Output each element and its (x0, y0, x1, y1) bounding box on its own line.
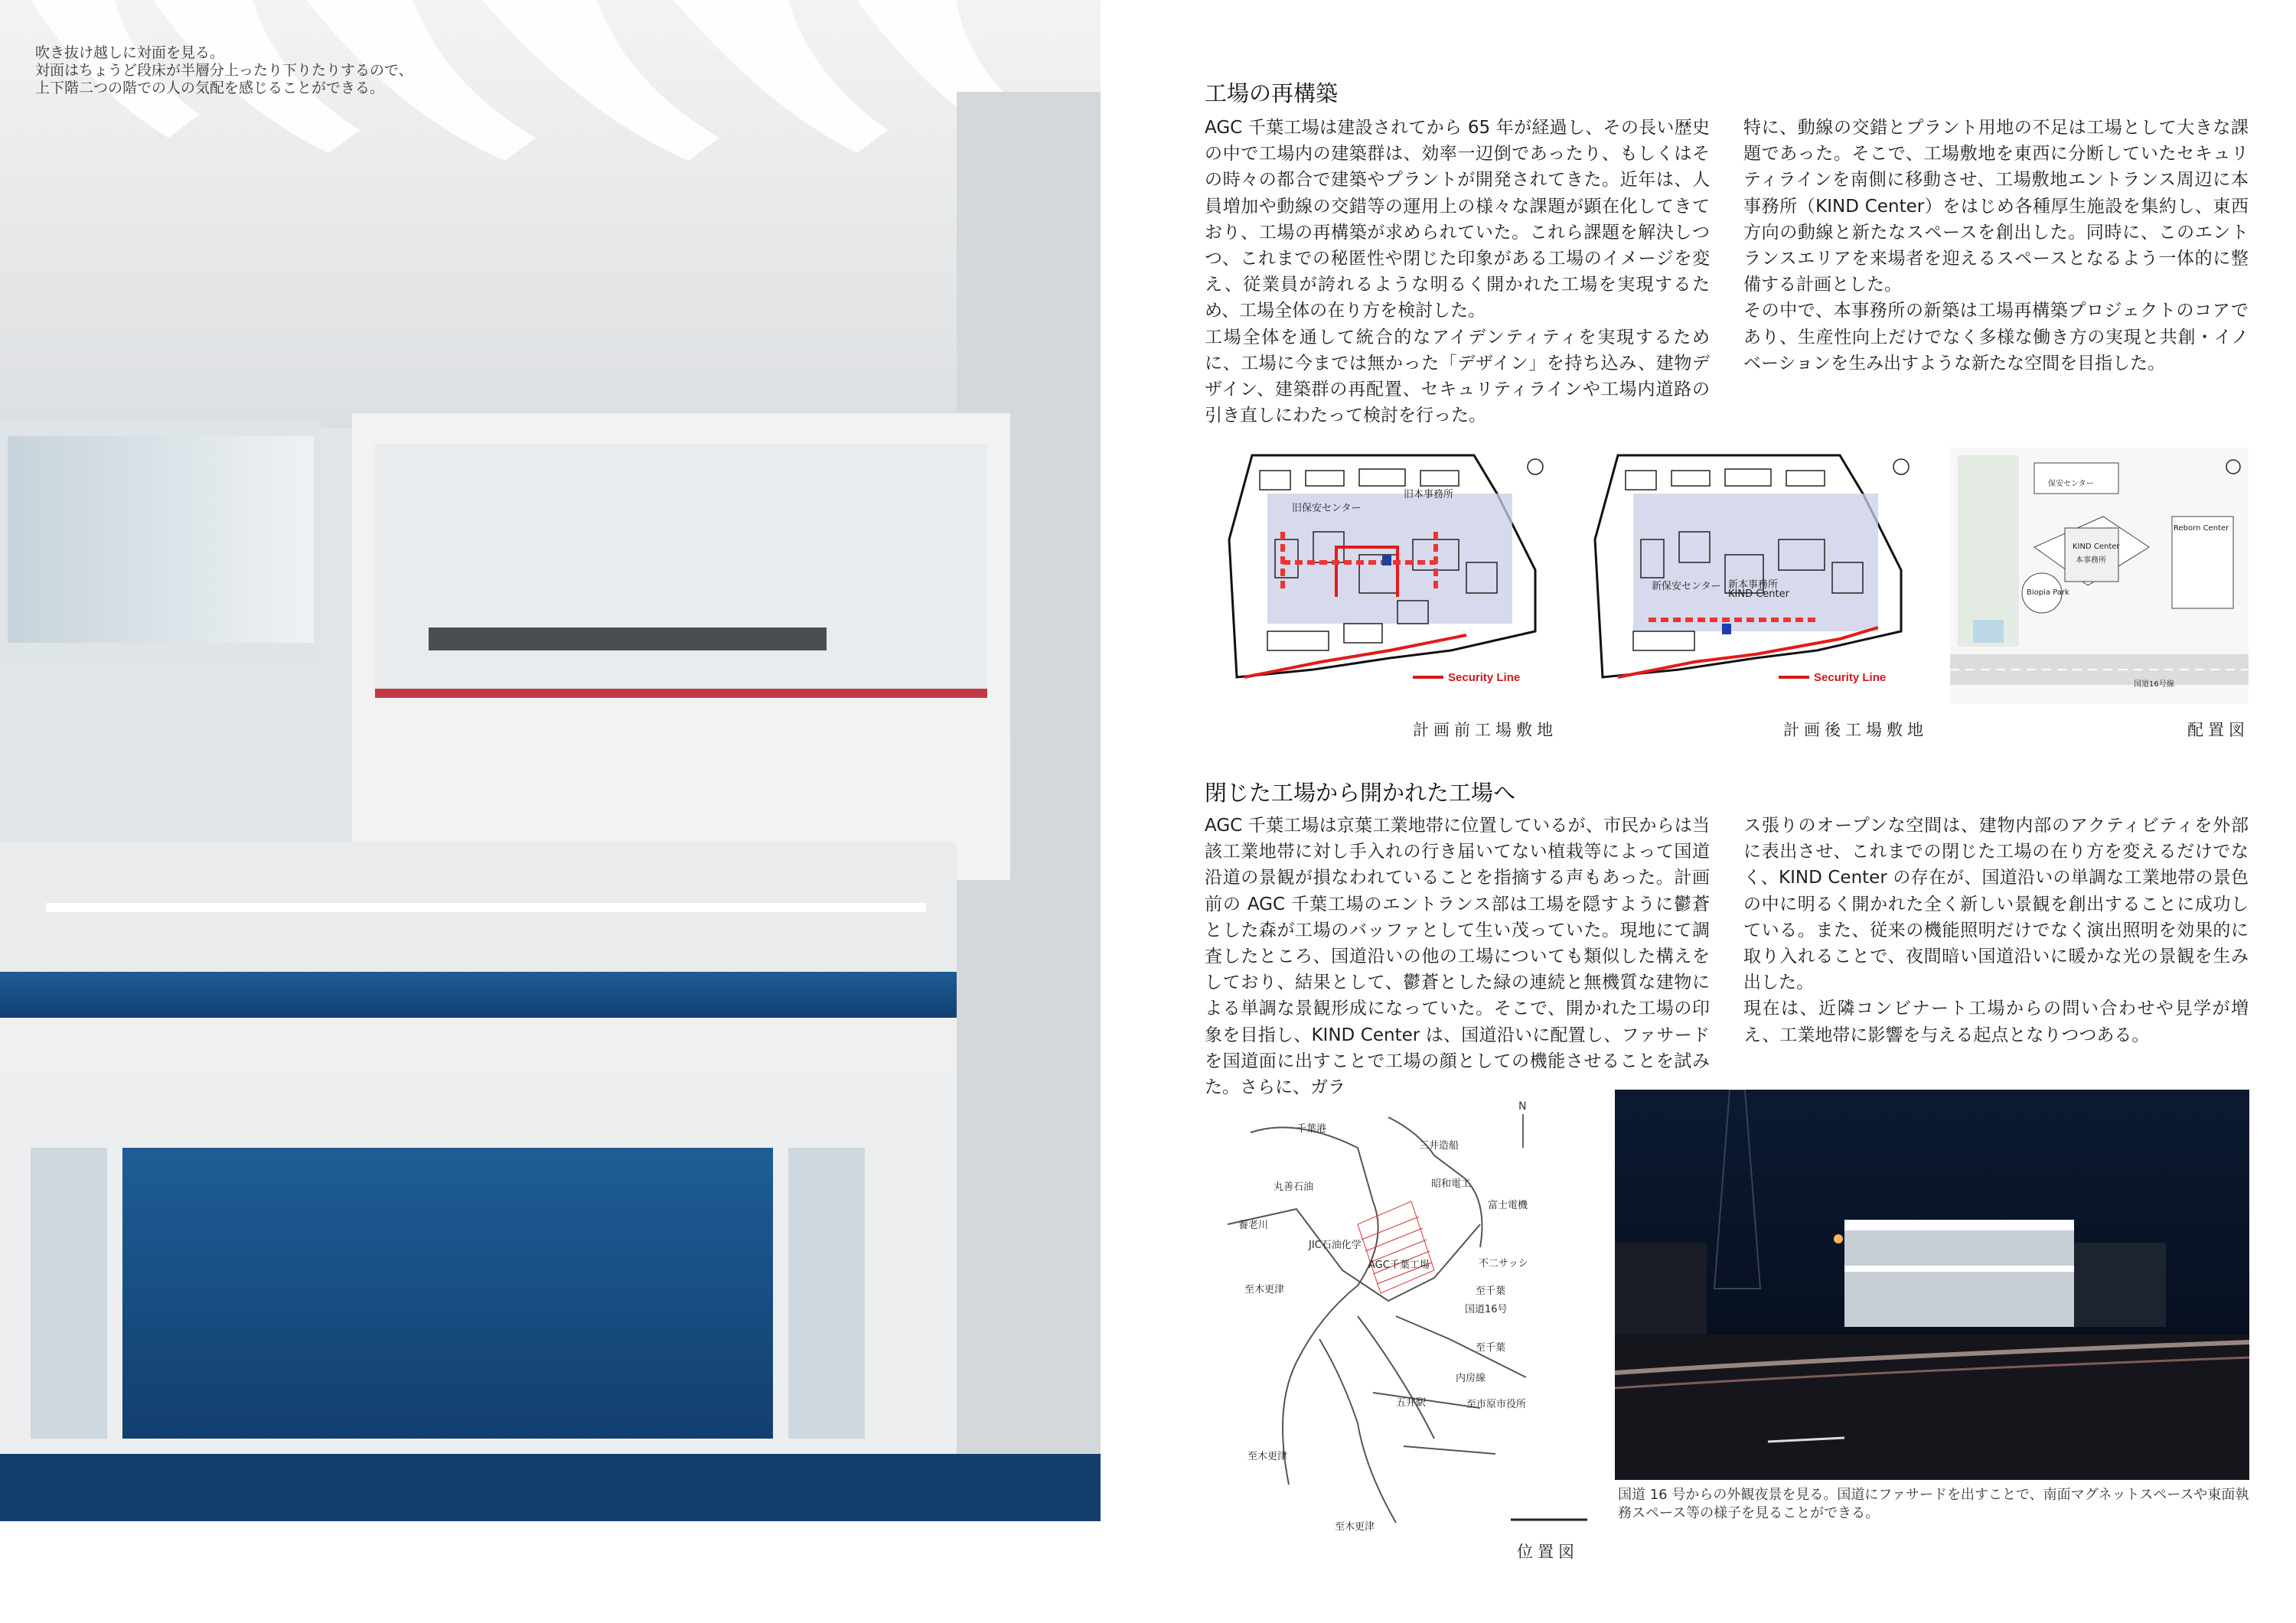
site-label-reborn: Reborn Center (2174, 524, 2229, 533)
night-photo-caption (1618, 1486, 2253, 1523)
map-after-legend: Security Line (1814, 671, 1887, 684)
photo-caption-line: 吹き抜け越しに対面を見る。 (35, 44, 225, 61)
svg-text:N: N (1518, 1100, 1527, 1113)
site-label-route16: 国道16号線 (2134, 680, 2174, 689)
loc-label: 至木更津 (1335, 1521, 1375, 1533)
section1-col2 (1743, 115, 2249, 376)
site-label-security: 保安センター (2048, 480, 2094, 488)
atrium-illustration (0, 0, 1101, 1521)
paragraph: AGC 千葉工場は京葉工業地帯に位置しているが、市民からは当該工業地帯に対し手入れの行き届いてない植栽等によって国道沿道の景観が損なわれていることを指摘する声もあった。計画前の AGC 千葉工場のエントランス部は工場を隠すように鬱蒼とした森が工場のバッファとして生い茂っていた。現地にて調査したところ、国道沿いの他の工場についても類似した構えをしており、結果として、鬱蒼とした緑の連続と無機質な建物による単調な景観形成になっていた。そこで、開かれた工場の印象を目指し、KIND Center は、国道沿いに配置し、ファサードを国道面に出すことで工場の顔としての機能させることを試みた。さらに、ガラ (1205, 816, 1710, 1098)
loc-label: JIC石油化学 (1309, 1240, 1362, 1251)
section2-col1 (1205, 813, 1710, 1100)
location-map-caption: 位置図 (1517, 1543, 1579, 1561)
loc-label: 内房線 (1456, 1373, 1486, 1384)
loc-label: 三井造船 (1419, 1140, 1459, 1152)
site-label-office: 本事務所 (2076, 556, 2106, 565)
night-exterior-photo (1615, 1090, 2249, 1480)
loc-label: 富士電機 (1488, 1200, 1528, 1211)
loc-label: 五井駅 (1396, 1397, 1427, 1409)
map-before-drawing (1221, 448, 1551, 704)
site-plan-drawing (1950, 448, 2249, 704)
location-map (1205, 1087, 1603, 1546)
paragraph: AGC 千葉工場は建設されてから 65 年が経過し、その長い歴史の中で工場内の建築群は、効率一辺倒であったり、もしくはその時々の都合で建築やプラントが開発されてきた。近年は、人員増加や動線の交錯等の運用上の様々な課題が顕在化してきており、工場の再構築が求められていた。これら課題を解決しつつ、これまでの秘匿性や閉じた印象がある工場のイメージを変え、従業員が誇れるような明るく開かれた工場を実現するため、工場全体の在り方を検討した。 (1205, 118, 1710, 321)
map-after-label-office: 新本事務所 (1728, 579, 1779, 591)
site-label-kind: KIND Center (2073, 543, 2120, 551)
loc-label: 千葉港 (1296, 1123, 1327, 1135)
map-before (1221, 448, 1551, 704)
map-after-label-security: 新保安センター (1652, 581, 1721, 592)
section2-heading: 閉じた工場から開かれた工場へ (1205, 780, 1516, 806)
site-label-biopia: Biopia Park (2027, 588, 2069, 597)
site-plan-caption: 配置図 (2187, 721, 2249, 739)
night-photo-illustration (1615, 1090, 2249, 1480)
loc-label: 至木更津 (1244, 1284, 1285, 1295)
loc-label: AGC千葉工場 (1368, 1260, 1430, 1271)
paragraph: ス張りのオープンな空間は、建物内部のアクティビティを外部に表出させ、これまでの閉じた工場の在り方を変えるだけでなく、KIND Center の存在が、国道沿いの単調な工業地帯の景色の中に明るく開かれた全く新しい景観を創出することに成功している。また、従来の機能照明だけでなく演出照明を効果的に取り入れることで、夜間暗い国道沿いに暖かな光の景観を生み出した。 (1743, 816, 2249, 993)
photo-caption-line: 上下階二つの階での人の気配を感じることができる。 (35, 80, 385, 96)
site-plan (1950, 448, 2249, 704)
night-caption-line: 務スペース等の様子を見ることができる。 (1618, 1505, 1880, 1521)
map-before-legend: Security Line (1448, 671, 1521, 684)
loc-label: 不二サッシ (1479, 1258, 1528, 1269)
section2-col2 (1743, 813, 2249, 1048)
paragraph: その中で、本事務所の新築は工場再構築プロジェクトのコアであり、生産性向上だけでなく多様な働き方の実現と共創・イノベーションを生み出すような新たな空間を目指した。 (1743, 301, 2249, 373)
paragraph: 特に、動線の交錯とプラント用地の不足は工場として大きな課題であった。そこで、工場敷地を東西に分断していたセキュリティラインを南側に移動させ、工場敷地エントランス周辺に本事務所（KIND Center）をはじめ各種厚生施設を集約し、東西方向の動線と新たなスペースを創出した。同時に、このエントランスエリアを来場者を迎えるスペースとなるよう一体的に整備する計画とした。 (1743, 118, 2249, 295)
loc-label: 至市原市役所 (1466, 1399, 1527, 1410)
paragraph: 現在は、近隣コンビナート工場からの問い合わせや見学が増え、工業地帯に影響を与える起点となりつつある。 (1743, 999, 2249, 1045)
loc-label: 至千葉 (1476, 1286, 1506, 1297)
loc-label: 昭和電工 (1431, 1178, 1472, 1190)
map-before-label-security: 旧保安センター (1292, 503, 1362, 514)
map-after-caption: 計画後工場敷地 (1783, 721, 1928, 739)
night-caption-line: 国道 16 号からの外観夜景を見る。国道にファサードを出すことで、南面マグネットスペースや東面執 (1618, 1487, 2249, 1503)
map-before-label-office: 旧本事務所 (1404, 489, 1454, 500)
loc-label: 至千葉 (1476, 1342, 1506, 1354)
photo-caption (35, 44, 413, 97)
interior-atrium-photo (0, 0, 1101, 1521)
loc-label: 至木更津 (1247, 1451, 1288, 1462)
map-before-caption: 計画前工場敷地 (1413, 721, 1557, 739)
photo-caption-line: 対面はちょうど段床が半層分上ったり下りたりするので、 (35, 62, 413, 79)
loc-label: 国道16号 (1465, 1304, 1508, 1315)
location-map-drawing (1205, 1087, 1603, 1546)
paragraph: 工場全体を通して統合的なアイデンティティを実現するために、工場に今までは無かった「デザイン」を持ち込み、建物デザイン、建築群の再配置、セキュリティラインや工場内道路の引き直しにわたって検討を行った。 (1205, 327, 1710, 426)
section1-col1 (1205, 115, 1710, 429)
loc-label: 丸善石油 (1274, 1181, 1314, 1193)
map-after-label-kind: KIND Center (1728, 588, 1789, 600)
map-after (1587, 448, 1916, 704)
loc-label: 養老川 (1238, 1220, 1269, 1231)
section1-heading: 工場の再構築 (1205, 80, 1339, 106)
